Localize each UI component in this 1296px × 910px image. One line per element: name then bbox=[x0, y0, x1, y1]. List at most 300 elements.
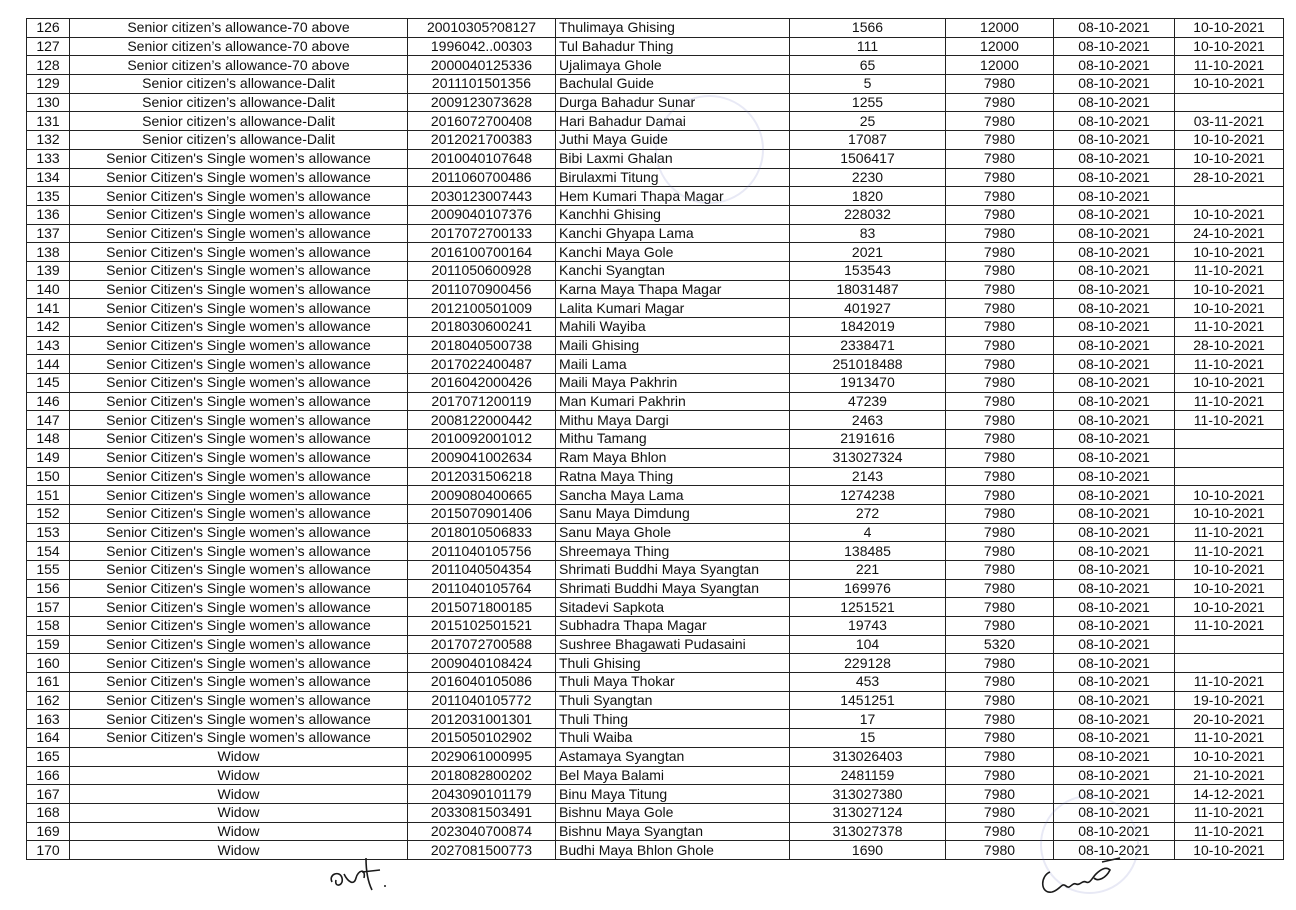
beneficiary-id-cell: 2023040700874 bbox=[408, 822, 556, 841]
beneficiary-id-cell: 2017072700133 bbox=[408, 224, 556, 243]
payment-date-cell: 11-10-2021 bbox=[1175, 803, 1284, 822]
serial-number-cell: 136 bbox=[27, 205, 70, 224]
beneficiary-id-cell: 2027081500773 bbox=[408, 841, 556, 860]
signature-left bbox=[326, 852, 406, 896]
issue-date-cell: 08-10-2021 bbox=[1054, 822, 1175, 841]
amount-cell: 7980 bbox=[946, 617, 1054, 636]
table-row bbox=[27, 374, 1284, 393]
payment-date-cell: 20-10-2021 bbox=[1175, 710, 1284, 729]
serial-number-cell: 169 bbox=[27, 822, 70, 841]
serial-number-cell: 128 bbox=[27, 56, 70, 75]
beneficiary-id-cell: 2009041002634 bbox=[408, 448, 556, 467]
reference-number-cell: 313027378 bbox=[790, 822, 946, 841]
amount-cell: 7980 bbox=[946, 673, 1054, 692]
beneficiary-id-cell: 2012100501009 bbox=[408, 299, 556, 318]
issue-date-cell: 08-10-2021 bbox=[1054, 75, 1175, 94]
beneficiary-name-cell: Bishnu Maya Syangtan bbox=[556, 822, 790, 841]
reference-number-cell: 453 bbox=[790, 673, 946, 692]
payment-date-cell: 10-10-2021 bbox=[1175, 280, 1284, 299]
issue-date-cell: 08-10-2021 bbox=[1054, 187, 1175, 206]
allowance-type-cell: Senior Citizen's Single women’s allowance bbox=[70, 579, 408, 598]
allowance-type-cell: Senior Citizen's Single women’s allowance bbox=[70, 448, 408, 467]
reference-number-cell: 272 bbox=[790, 504, 946, 523]
payment-date-cell: 11-10-2021 bbox=[1175, 355, 1284, 374]
table-row bbox=[27, 766, 1284, 785]
amount-cell: 7980 bbox=[946, 710, 1054, 729]
table-row bbox=[27, 261, 1284, 280]
beneficiary-id-cell: 2009040108424 bbox=[408, 654, 556, 673]
issue-date-cell: 08-10-2021 bbox=[1054, 261, 1175, 280]
beneficiary-id-cell: 2011040504354 bbox=[408, 560, 556, 579]
issue-date-cell: 08-10-2021 bbox=[1054, 710, 1175, 729]
allowance-type-cell: Senior Citizen's Single women’s allowance bbox=[70, 430, 408, 449]
table-row bbox=[27, 523, 1284, 542]
beneficiary-name-cell: Thuli Ghising bbox=[556, 654, 790, 673]
amount-cell: 7980 bbox=[946, 822, 1054, 841]
beneficiary-id-cell: 2011070900456 bbox=[408, 280, 556, 299]
allowance-type-cell: Senior citizen’s allowance-Dalit bbox=[70, 131, 408, 150]
beneficiary-id-cell: 2008122000442 bbox=[408, 411, 556, 430]
amount-cell: 7980 bbox=[946, 318, 1054, 337]
serial-number-cell: 139 bbox=[27, 261, 70, 280]
serial-number-cell: 129 bbox=[27, 75, 70, 94]
payment-date-cell bbox=[1175, 187, 1284, 206]
reference-number-cell: 251018488 bbox=[790, 355, 946, 374]
payment-date-cell: 14-12-2021 bbox=[1175, 785, 1284, 804]
amount-cell: 7980 bbox=[946, 243, 1054, 262]
reference-number-cell: 1566 bbox=[790, 19, 946, 38]
issue-date-cell: 08-10-2021 bbox=[1054, 19, 1175, 38]
table-row bbox=[27, 93, 1284, 112]
allowance-type-cell: Senior Citizen's Single women’s allowance bbox=[70, 486, 408, 505]
beneficiary-name-cell: Sitadevi Sapkota bbox=[556, 598, 790, 617]
payment-date-cell: 11-10-2021 bbox=[1175, 617, 1284, 636]
reference-number-cell: 1820 bbox=[790, 187, 946, 206]
beneficiary-id-cell: 2011040105756 bbox=[408, 542, 556, 561]
beneficiary-name-cell: Sancha Maya Lama bbox=[556, 486, 790, 505]
payment-date-cell: 10-10-2021 bbox=[1175, 149, 1284, 168]
payment-date-cell: 24-10-2021 bbox=[1175, 224, 1284, 243]
table-row bbox=[27, 635, 1284, 654]
reference-number-cell: 1255 bbox=[790, 93, 946, 112]
serial-number-cell: 144 bbox=[27, 355, 70, 374]
reference-number-cell: 2463 bbox=[790, 411, 946, 430]
issue-date-cell: 08-10-2021 bbox=[1054, 131, 1175, 150]
amount-cell: 7980 bbox=[946, 374, 1054, 393]
amount-cell: 12000 bbox=[946, 19, 1054, 38]
allowance-type-cell: Senior Citizen's Single women’s allowance bbox=[70, 355, 408, 374]
issue-date-cell: 08-10-2021 bbox=[1054, 205, 1175, 224]
reference-number-cell: 17 bbox=[790, 710, 946, 729]
beneficiary-name-cell: Man Kumari Pakhrin bbox=[556, 392, 790, 411]
payment-date-cell: 11-10-2021 bbox=[1175, 523, 1284, 542]
payment-date-cell: 10-10-2021 bbox=[1175, 579, 1284, 598]
allowance-type-cell: Senior citizen’s allowance-70 above bbox=[70, 56, 408, 75]
issue-date-cell: 08-10-2021 bbox=[1054, 766, 1175, 785]
allowance-type-cell: Senior citizen’s allowance-70 above bbox=[70, 19, 408, 38]
amount-cell: 7980 bbox=[946, 785, 1054, 804]
serial-number-cell: 127 bbox=[27, 37, 70, 56]
reference-number-cell: 19743 bbox=[790, 617, 946, 636]
beneficiary-id-cell: 2012031506218 bbox=[408, 467, 556, 486]
amount-cell: 7980 bbox=[946, 392, 1054, 411]
allowance-type-cell: Senior Citizen's Single women’s allowance bbox=[70, 504, 408, 523]
table-row bbox=[27, 579, 1284, 598]
allowance-type-cell: Widow bbox=[70, 785, 408, 804]
beneficiary-id-cell: 2009080400665 bbox=[408, 486, 556, 505]
serial-number-cell: 141 bbox=[27, 299, 70, 318]
table-row bbox=[27, 560, 1284, 579]
amount-cell: 7980 bbox=[946, 598, 1054, 617]
serial-number-cell: 161 bbox=[27, 673, 70, 692]
issue-date-cell: 08-10-2021 bbox=[1054, 374, 1175, 393]
payment-date-cell: 10-10-2021 bbox=[1175, 19, 1284, 38]
reference-number-cell: 229128 bbox=[790, 654, 946, 673]
payment-date-cell: 11-10-2021 bbox=[1175, 56, 1284, 75]
payment-date-cell: 11-10-2021 bbox=[1175, 729, 1284, 748]
serial-number-cell: 130 bbox=[27, 93, 70, 112]
amount-cell: 7980 bbox=[946, 93, 1054, 112]
beneficiary-id-cell: 2016100700164 bbox=[408, 243, 556, 262]
table-row bbox=[27, 280, 1284, 299]
allowance-type-cell: Senior Citizen's Single women’s allowance bbox=[70, 691, 408, 710]
reference-number-cell: 169976 bbox=[790, 579, 946, 598]
payment-date-cell: 03-11-2021 bbox=[1175, 112, 1284, 131]
serial-number-cell: 147 bbox=[27, 411, 70, 430]
beneficiary-name-cell: Ratna Maya Thing bbox=[556, 467, 790, 486]
beneficiary-name-cell: Hem Kumari Thapa Magar bbox=[556, 187, 790, 206]
payment-date-cell bbox=[1175, 654, 1284, 673]
beneficiary-name-cell: Bel Maya Balami bbox=[556, 766, 790, 785]
beneficiary-name-cell: Sanu Maya Dimdung bbox=[556, 504, 790, 523]
allowance-type-cell: Senior Citizen's Single women’s allowance bbox=[70, 168, 408, 187]
issue-date-cell: 08-10-2021 bbox=[1054, 336, 1175, 355]
reference-number-cell: 1842019 bbox=[790, 318, 946, 337]
beneficiary-id-cell: 2016040105086 bbox=[408, 673, 556, 692]
reference-number-cell: 2230 bbox=[790, 168, 946, 187]
serial-number-cell: 168 bbox=[27, 803, 70, 822]
issue-date-cell: 08-10-2021 bbox=[1054, 785, 1175, 804]
payment-date-cell: 11-10-2021 bbox=[1175, 822, 1284, 841]
allowance-type-cell: Senior citizen’s allowance-Dalit bbox=[70, 75, 408, 94]
beneficiary-id-cell: 2018040500738 bbox=[408, 336, 556, 355]
reference-number-cell: 1451251 bbox=[790, 691, 946, 710]
allowance-type-cell: Senior Citizen's Single women’s allowance bbox=[70, 673, 408, 692]
allowance-type-cell: Senior Citizen's Single women’s allowance bbox=[70, 729, 408, 748]
serial-number-cell: 133 bbox=[27, 149, 70, 168]
amount-cell: 7980 bbox=[946, 299, 1054, 318]
serial-number-cell: 145 bbox=[27, 374, 70, 393]
payment-date-cell bbox=[1175, 635, 1284, 654]
reference-number-cell: 138485 bbox=[790, 542, 946, 561]
reference-number-cell: 313027124 bbox=[790, 803, 946, 822]
issue-date-cell: 08-10-2021 bbox=[1054, 729, 1175, 748]
reference-number-cell: 2021 bbox=[790, 243, 946, 262]
reference-number-cell: 15 bbox=[790, 729, 946, 748]
table-row bbox=[27, 205, 1284, 224]
issue-date-cell: 08-10-2021 bbox=[1054, 411, 1175, 430]
payment-date-cell: 28-10-2021 bbox=[1175, 336, 1284, 355]
issue-date-cell: 08-10-2021 bbox=[1054, 635, 1175, 654]
beneficiary-name-cell: Birulaxmi Titung bbox=[556, 168, 790, 187]
serial-number-cell: 140 bbox=[27, 280, 70, 299]
reference-number-cell: 221 bbox=[790, 560, 946, 579]
amount-cell: 7980 bbox=[946, 224, 1054, 243]
serial-number-cell: 159 bbox=[27, 635, 70, 654]
beneficiary-id-cell: 2017071200119 bbox=[408, 392, 556, 411]
allowance-type-cell: Senior Citizen's Single women’s allowance bbox=[70, 318, 408, 337]
issue-date-cell: 08-10-2021 bbox=[1054, 673, 1175, 692]
serial-number-cell: 131 bbox=[27, 112, 70, 131]
table-row bbox=[27, 355, 1284, 374]
beneficiary-name-cell: Shreemaya Thing bbox=[556, 542, 790, 561]
payment-date-cell: 10-10-2021 bbox=[1175, 560, 1284, 579]
serial-number-cell: 151 bbox=[27, 486, 70, 505]
beneficiary-name-cell: Sanu Maya Ghole bbox=[556, 523, 790, 542]
beneficiary-name-cell: Shrimati Buddhi Maya Syangtan bbox=[556, 579, 790, 598]
serial-number-cell: 126 bbox=[27, 19, 70, 38]
allowance-type-cell: Senior Citizen's Single women’s allowance bbox=[70, 542, 408, 561]
allowance-type-cell: Senior citizen’s allowance-70 above bbox=[70, 37, 408, 56]
reference-number-cell: 17087 bbox=[790, 131, 946, 150]
issue-date-cell: 08-10-2021 bbox=[1054, 579, 1175, 598]
beneficiary-id-cell: 2029061000995 bbox=[408, 747, 556, 766]
allowance-type-cell: Senior Citizen's Single women’s allowance bbox=[70, 336, 408, 355]
serial-number-cell: 160 bbox=[27, 654, 70, 673]
amount-cell: 7980 bbox=[946, 187, 1054, 206]
amount-cell: 12000 bbox=[946, 37, 1054, 56]
beneficiary-name-cell: Thuli Waiba bbox=[556, 729, 790, 748]
payment-date-cell: 10-10-2021 bbox=[1175, 486, 1284, 505]
amount-cell: 7980 bbox=[946, 841, 1054, 860]
beneficiary-name-cell: Bishnu Maya Gole bbox=[556, 803, 790, 822]
allowance-type-cell: Widow bbox=[70, 803, 408, 822]
reference-number-cell: 1251521 bbox=[790, 598, 946, 617]
serial-number-cell: 150 bbox=[27, 467, 70, 486]
table-row bbox=[27, 112, 1284, 131]
reference-number-cell: 313027324 bbox=[790, 448, 946, 467]
payment-date-cell: 10-10-2021 bbox=[1175, 747, 1284, 766]
beneficiary-id-cell: 2015070901406 bbox=[408, 504, 556, 523]
amount-cell: 7980 bbox=[946, 205, 1054, 224]
beneficiary-name-cell: Budhi Maya Bhlon Ghole bbox=[556, 841, 790, 860]
reference-number-cell: 111 bbox=[790, 37, 946, 56]
table-row bbox=[27, 56, 1284, 75]
beneficiary-id-cell: 2017022400487 bbox=[408, 355, 556, 374]
table-row bbox=[27, 710, 1284, 729]
serial-number-cell: 155 bbox=[27, 560, 70, 579]
payment-date-cell: 10-10-2021 bbox=[1175, 374, 1284, 393]
allowance-type-cell: Widow bbox=[70, 766, 408, 785]
beneficiary-name-cell: Kanchi Maya Gole bbox=[556, 243, 790, 262]
allowance-type-cell: Senior Citizen's Single women’s allowance bbox=[70, 560, 408, 579]
beneficiary-id-cell: 2011101501356 bbox=[408, 75, 556, 94]
amount-cell: 7980 bbox=[946, 486, 1054, 505]
issue-date-cell: 08-10-2021 bbox=[1054, 168, 1175, 187]
beneficiary-name-cell: Thulimaya Ghising bbox=[556, 19, 790, 38]
reference-number-cell: 25 bbox=[790, 112, 946, 131]
amount-cell: 7980 bbox=[946, 729, 1054, 748]
issue-date-cell: 08-10-2021 bbox=[1054, 542, 1175, 561]
office-stamp-faint bbox=[655, 95, 764, 204]
beneficiary-id-cell: 2010040107648 bbox=[408, 149, 556, 168]
beneficiary-id-cell: 2033081503491 bbox=[408, 803, 556, 822]
beneficiary-id-cell: 2017072700588 bbox=[408, 635, 556, 654]
serial-number-cell: 148 bbox=[27, 430, 70, 449]
payment-date-cell bbox=[1175, 448, 1284, 467]
issue-date-cell: 08-10-2021 bbox=[1054, 112, 1175, 131]
allowance-type-cell: Senior Citizen's Single women’s allowance bbox=[70, 467, 408, 486]
beneficiary-id-cell: 2015050102902 bbox=[408, 729, 556, 748]
table-row bbox=[27, 75, 1284, 94]
issue-date-cell: 08-10-2021 bbox=[1054, 654, 1175, 673]
amount-cell: 7980 bbox=[946, 168, 1054, 187]
beneficiary-id-cell: 2015102501521 bbox=[408, 617, 556, 636]
allowance-type-cell: Senior citizen’s allowance-Dalit bbox=[70, 112, 408, 131]
allowance-type-cell: Widow bbox=[70, 822, 408, 841]
beneficiary-name-cell: Karna Maya Thapa Magar bbox=[556, 280, 790, 299]
amount-cell: 7980 bbox=[946, 336, 1054, 355]
table-row bbox=[27, 747, 1284, 766]
serial-number-cell: 165 bbox=[27, 747, 70, 766]
reference-number-cell: 313027380 bbox=[790, 785, 946, 804]
serial-number-cell: 163 bbox=[27, 710, 70, 729]
amount-cell: 7980 bbox=[946, 467, 1054, 486]
table-row bbox=[27, 729, 1284, 748]
serial-number-cell: 164 bbox=[27, 729, 70, 748]
payment-date-cell: 11-10-2021 bbox=[1175, 261, 1284, 280]
beneficiary-name-cell: Lalita Kumari Magar bbox=[556, 299, 790, 318]
table-row bbox=[27, 673, 1284, 692]
allowance-type-cell: Senior Citizen's Single women’s allowance bbox=[70, 261, 408, 280]
beneficiary-id-cell: 2012021700383 bbox=[408, 131, 556, 150]
serial-number-cell: 153 bbox=[27, 523, 70, 542]
amount-cell: 7980 bbox=[946, 149, 1054, 168]
reference-number-cell: 83 bbox=[790, 224, 946, 243]
serial-number-cell: 158 bbox=[27, 617, 70, 636]
reference-number-cell: 1690 bbox=[790, 841, 946, 860]
allowance-type-cell: Widow bbox=[70, 841, 408, 860]
beneficiary-name-cell: Mithu Tamang bbox=[556, 430, 790, 449]
table-row bbox=[27, 19, 1284, 38]
allowance-type-cell: Senior Citizen's Single women’s allowance bbox=[70, 299, 408, 318]
table-row bbox=[27, 486, 1284, 505]
serial-number-cell: 137 bbox=[27, 224, 70, 243]
table-row bbox=[27, 318, 1284, 337]
beneficiary-name-cell: Thuli Thing bbox=[556, 710, 790, 729]
allowance-type-cell: Senior Citizen's Single women’s allowance bbox=[70, 205, 408, 224]
issue-date-cell: 08-10-2021 bbox=[1054, 299, 1175, 318]
beneficiary-name-cell: Tul Bahadur Thing bbox=[556, 37, 790, 56]
beneficiary-id-cell: 2012031001301 bbox=[408, 710, 556, 729]
amount-cell: 7980 bbox=[946, 75, 1054, 94]
table-row bbox=[27, 430, 1284, 449]
issue-date-cell: 08-10-2021 bbox=[1054, 430, 1175, 449]
beneficiary-name-cell: Maili Lama bbox=[556, 355, 790, 374]
signature-right bbox=[1036, 852, 1128, 902]
allowance-type-cell: Senior Citizen's Single women’s allowance bbox=[70, 523, 408, 542]
payment-date-cell bbox=[1175, 430, 1284, 449]
reference-number-cell: 2143 bbox=[790, 467, 946, 486]
amount-cell: 7980 bbox=[946, 504, 1054, 523]
beneficiary-name-cell: Maili Maya Pakhrin bbox=[556, 374, 790, 393]
amount-cell: 7980 bbox=[946, 523, 1054, 542]
beneficiary-name-cell: Bachulal Guide bbox=[556, 75, 790, 94]
beneficiary-name-cell: Shrimati Buddhi Maya Syangtan bbox=[556, 560, 790, 579]
amount-cell: 7980 bbox=[946, 747, 1054, 766]
beneficiary-id-cell: 2016042000426 bbox=[408, 374, 556, 393]
payment-date-cell: 10-10-2021 bbox=[1175, 37, 1284, 56]
allowance-type-cell: Senior Citizen's Single women’s allowance bbox=[70, 710, 408, 729]
issue-date-cell: 08-10-2021 bbox=[1054, 37, 1175, 56]
payment-date-cell: 11-10-2021 bbox=[1175, 673, 1284, 692]
beneficiary-name-cell: Durga Bahadur Sunar bbox=[556, 93, 790, 112]
table-row bbox=[27, 336, 1284, 355]
beneficiary-name-cell: Mahili Wayiba bbox=[556, 318, 790, 337]
table-row bbox=[27, 224, 1284, 243]
beneficiary-id-cell: 2015071800185 bbox=[408, 598, 556, 617]
amount-cell: 7980 bbox=[946, 654, 1054, 673]
issue-date-cell: 08-10-2021 bbox=[1054, 467, 1175, 486]
table-row bbox=[27, 467, 1284, 486]
amount-cell: 7980 bbox=[946, 542, 1054, 561]
serial-number-cell: 149 bbox=[27, 448, 70, 467]
serial-number-cell: 167 bbox=[27, 785, 70, 804]
amount-cell: 12000 bbox=[946, 56, 1054, 75]
issue-date-cell: 08-10-2021 bbox=[1054, 318, 1175, 337]
table-row bbox=[27, 504, 1284, 523]
beneficiary-name-cell: Juthi Maya Guide bbox=[556, 131, 790, 150]
beneficiary-id-cell: 2010092001012 bbox=[408, 430, 556, 449]
payment-date-cell bbox=[1175, 467, 1284, 486]
serial-number-cell: 143 bbox=[27, 336, 70, 355]
reference-number-cell: 1913470 bbox=[790, 374, 946, 393]
table-row bbox=[27, 598, 1284, 617]
issue-date-cell: 08-10-2021 bbox=[1054, 280, 1175, 299]
payment-date-cell: 10-10-2021 bbox=[1175, 75, 1284, 94]
allowance-type-cell: Senior Citizen's Single women’s allowance bbox=[70, 280, 408, 299]
issue-date-cell: 08-10-2021 bbox=[1054, 504, 1175, 523]
allowance-type-cell: Senior Citizen's Single women’s allowance bbox=[70, 635, 408, 654]
serial-number-cell: 135 bbox=[27, 187, 70, 206]
amount-cell: 7980 bbox=[946, 261, 1054, 280]
serial-number-cell: 142 bbox=[27, 318, 70, 337]
beneficiary-id-cell: 2030123007443 bbox=[408, 187, 556, 206]
issue-date-cell: 08-10-2021 bbox=[1054, 56, 1175, 75]
table-row bbox=[27, 448, 1284, 467]
amount-cell: 7980 bbox=[946, 579, 1054, 598]
payment-date-cell: 11-10-2021 bbox=[1175, 411, 1284, 430]
table-row bbox=[27, 542, 1284, 561]
issue-date-cell: 08-10-2021 bbox=[1054, 617, 1175, 636]
serial-number-cell: 156 bbox=[27, 579, 70, 598]
amount-cell: 7980 bbox=[946, 280, 1054, 299]
payment-date-cell: 10-10-2021 bbox=[1175, 299, 1284, 318]
serial-number-cell: 170 bbox=[27, 841, 70, 860]
payment-date-cell: 10-10-2021 bbox=[1175, 598, 1284, 617]
issue-date-cell: 08-10-2021 bbox=[1054, 93, 1175, 112]
amount-cell: 7980 bbox=[946, 560, 1054, 579]
reference-number-cell: 104 bbox=[790, 635, 946, 654]
allowance-type-cell: Senior Citizen's Single women’s allowance bbox=[70, 411, 408, 430]
serial-number-cell: 138 bbox=[27, 243, 70, 262]
beneficiary-name-cell: Binu Maya Titung bbox=[556, 785, 790, 804]
amount-cell: 7980 bbox=[946, 430, 1054, 449]
amount-cell: 7980 bbox=[946, 112, 1054, 131]
serial-number-cell: 166 bbox=[27, 766, 70, 785]
allowance-type-cell: Senior Citizen's Single women’s allowance bbox=[70, 243, 408, 262]
amount-cell: 7980 bbox=[946, 766, 1054, 785]
